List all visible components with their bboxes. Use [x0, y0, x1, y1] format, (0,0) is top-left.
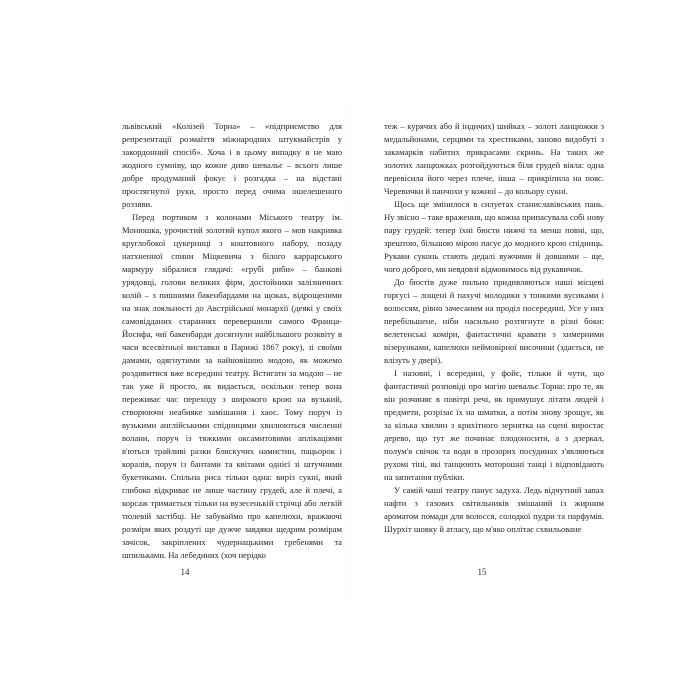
left-page-paragraph-2: Перед портиком з колонами Міського театру ім. Монюшка, урочистий золотий купол якого – мов накривка круглобокої цукерниці з коштовного набору, позаду натхненної спини Міцкевича з білого каррарського мармуру зібралися глядачі: «грубі риби» – банкові урядовці, голови великих фірм, достойники залізничних колій – з пишними бакенбардами на щоках, відрощеними на знак лояльності до Австрійської монархії (деякі у своїх самовідданих стараннях перевершили самого Франца-Йосифа, чиї бакенбарди досягнули найбільшого розквіту в часи всесвітньої виставки в Парижі 1867 року), зі своїми дамами, одягнутими за найновішою модою, як можемо роздивитися вже всередині театру. Встигати за модою – не так уже й просто, як видається, оскільки тепер вона переживає час переходу з широкого крою на вузький, створюючи неабияке замішання і хаос. Тому поруч із вузькими англійськими спідницями хвилюються численні волани, поруч із тяжкими оксамитовими аплікаціями в'ються трайливі разки блискучих намистин, пацьорок і коралів, поруч із бантами та квітами однієї зі штучними букетиками. Спільна риса тільки одна: виріз сукні, який глибоко відкриває не лише частину грудей, але й плечі, а корсаж тримається тільки на вузесенькій стрічці або легкій тюлевій застібці. Не забуваймо про капелюхи, вражаючі розміри яких роздуті ще дужче завдяки щедрим розмірам зачісок, закріплених чудернацькими гребенями та шпильками. На лебединих (хоч нерідко [122, 212, 342, 560]
right-page-paragraph-1: теж – курячих або й індичих) шийках – золоті ланцюжки з медальйонами, серцями та хрестиками, заново видобуті з закамарків набитих прикрасами скринь. На таких же золотих ланцюжках розгойдуються біля грудей віяла: одна перевісила його через плече, інша – прикріпила на пояс. Черевички й панчохи у кожної – до кольору сукні. [384, 121, 604, 196]
right-page [384, 120, 604, 536]
right-page-paragraph-5: У самій чаші театру панує задуха. Ледь відчутний запах нафти з газових світильників змішаний із жирним ароматом помади для волосся, солодкої пудри та парфумів. Шурхіт шовку й атласу, що м'яко оплітає схвильоване [384, 485, 604, 534]
left-page [122, 120, 342, 562]
right-page-paragraph-4: І назовні, і всередині, у фойє, тільки й чути, що фантастичні розповіді про магію шевальє Торна: про те, як він розчиняє в повітрі речі, як примушує літати людей і предмети, розрізає їх на шматки, а потім знову зрощує, як за кілька хвилин з крихітного зернятка на сцені виростає дерево, що тут же починає плодоносити, а з дзеркал, полум'я свічок та води в прозорих посудинах з'являються рухомі тіні, які танцюють моторошні танці і відповідають на запитання публіки. [384, 368, 604, 482]
right-page-paragraph-2: Щось ще змінилося в силуетах станиславівських пань. Ну звісно – таке враження, що кожна припасувала собі нову пару грудей: тепер їхні бюсти нижчі та менш повні, що, зрештою, більшою мірою пасує до модного крою спідниць. Рукави суконь стають дедалі вужчими й довшими – ще, чого доброго, ми невдовзі відмовимось від рукавичок. [384, 199, 604, 274]
left-page-number: 14 [180, 567, 190, 577]
right-page-paragraph-3: До бюстів дуже пильно придивляються наші місцеві горгусі – лощені й пахучі молодики з тонкими вусиками і волоссям, рівно зачесаним на проділ посередині. Усе у них перебільшене, ніби насильно розтягнуте в різні боки: велетенські коміри, фантастичні кравати з химерними візерунками, капелюхи неймовірної височини (здається, не влізуть у двері). [384, 277, 604, 365]
right-page-number: 15 [477, 567, 487, 577]
book-gutter [349, 100, 351, 600]
left-page-paragraph-1: львівський «Колізей Торна» – «підприємство для репрезентації розмаїття міжнародних штукмайстрів у закордонний спосіб». Хоча і в цьому випадку я не маю жодного сумніву, що кожне диво шевальє – всього лише добре продуманий фокус і розгадка – на відстані простягнутої руки, просто перед очима ошелешеного роззяви. [122, 121, 342, 209]
